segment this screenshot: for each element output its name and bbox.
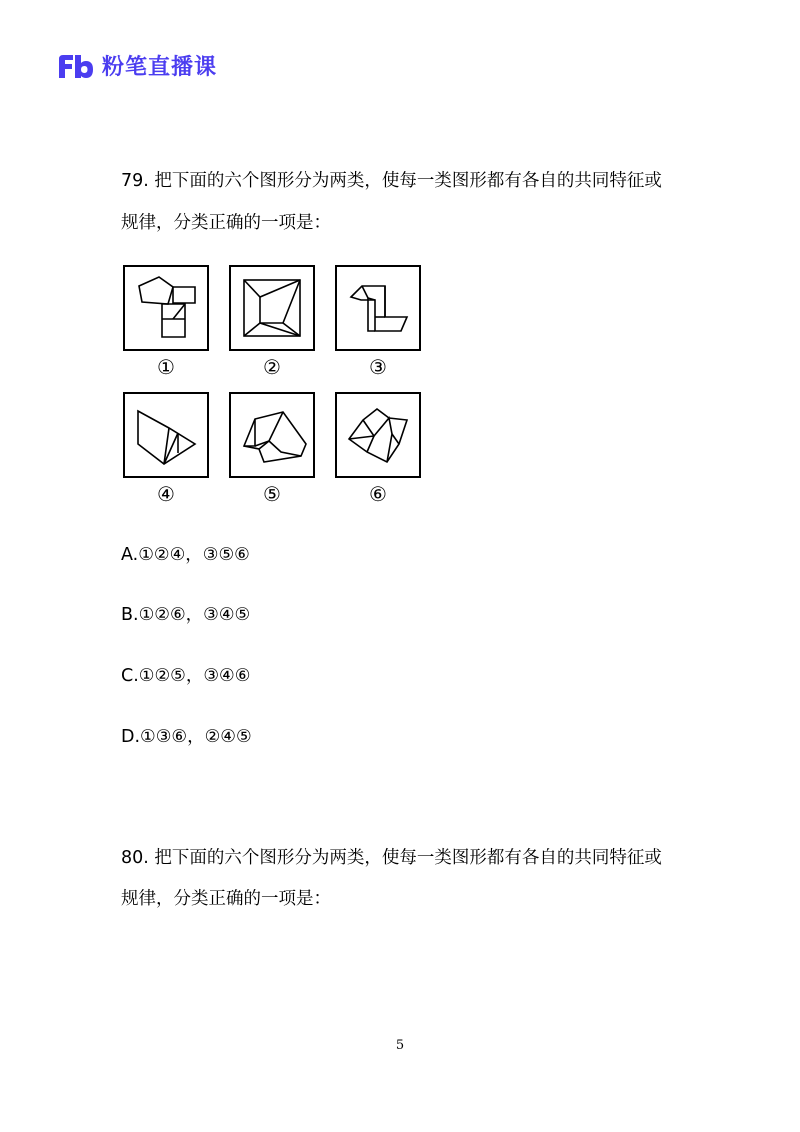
- figure-label-3: ③: [369, 355, 387, 379]
- figure-label-4: ④: [157, 482, 175, 506]
- q79-text-line2: 规律，分类正确的一项是：: [121, 213, 331, 233]
- figure-3: [335, 265, 421, 351]
- figure-label-6: ⑥: [369, 482, 387, 506]
- figure-6: [335, 392, 421, 478]
- figure-1: [123, 265, 209, 351]
- figure-5: [229, 392, 315, 478]
- option-c[interactable]: C.①②⑤，③④⑥: [121, 666, 251, 686]
- q80-text-line2: 规律，分类正确的一项是：: [121, 889, 331, 909]
- figure-label-1: ①: [157, 355, 175, 379]
- q79-text-line1: 79. 把下面的六个图形分为两类，使每一类图形都有各自的共同特征或: [121, 171, 662, 191]
- brand-name: 粉笔直播课: [102, 55, 218, 80]
- figure-4: [123, 392, 209, 478]
- fb-logo-icon: [56, 51, 96, 81]
- option-d[interactable]: D.①③⑥，②④⑤: [121, 727, 252, 747]
- q80-text-line1: 80. 把下面的六个图形分为两类，使每一类图形都有各自的共同特征或: [121, 848, 662, 868]
- figure-label-5: ⑤: [263, 482, 281, 506]
- option-b[interactable]: B.①②⑥，③④⑤: [121, 605, 251, 625]
- page-number: 5: [395, 1038, 405, 1053]
- figure-2: [229, 265, 315, 351]
- header: [56, 50, 217, 81]
- option-a[interactable]: A.①②④，③⑤⑥: [121, 545, 250, 565]
- figure-label-2: ②: [263, 355, 281, 379]
